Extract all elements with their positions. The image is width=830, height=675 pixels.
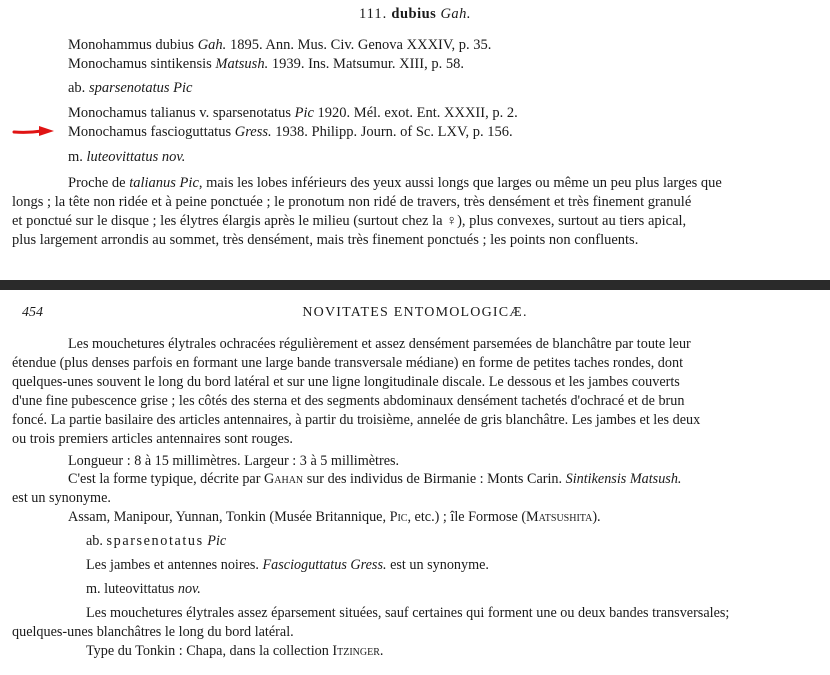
para1-line-1: Les mouchetures élytrales ochracées régulièrement et assez densément parsemées de blanchâtre par toute leur (68, 336, 691, 352)
synonym-line-3: Monochamus talianus v. sparsenotatus Pic 1920. Mél. exot. Ent. XXXII, p. 2. (68, 105, 518, 121)
locality-line: Assam, Manipour, Yunnan, Tonkin (Musée Britannique, Pic, etc.) ; île Formose (Matsushita). (68, 509, 601, 525)
type-line: Type du Tonkin : Chapa, dans la collection Itzinger. (86, 643, 384, 659)
description-line-3: et ponctué sur le disque ; les élytres élargis après le milieu (surtout chez la ♀), plus convexes, surtout au tiers apical, (12, 213, 687, 229)
morph-label: m. luteovittatus nov. (68, 149, 186, 165)
synonym-line-2: Monochamus sintikensis Matsush. 1939. Ins. Matsumur. XIII, p. 58. (68, 56, 464, 72)
page-divider (0, 280, 830, 290)
typical-line-2: est un synonyme. (12, 490, 111, 506)
para1-line-6: ou trois premiers articles antennaires sont rouges. (12, 431, 293, 447)
red-arrow-icon (12, 124, 56, 138)
synonym-line-4: Monochamus fascioguttatus Gress. 1938. Philipp. Journ. of Sc. LXV, p. 156. (68, 124, 513, 140)
para1-line-5: foncé. La partie basilaire des articles antennaires, à partir du troisième, annelée de gris blanchâtre. Les jambes et les deux (12, 412, 701, 428)
bottom-page-fragment (0, 290, 830, 675)
para1-line-3: quelques-unes souvent le long du bord latéral et sur une ligne longitudinale discale. Le dessous et les jambes couverts (12, 374, 680, 390)
para2-line-2: quelques-unes blanchâtres le long du bord latéral. (12, 624, 294, 640)
legs-line: Les jambes et antennes noires. Fascioguttatus Gress. est un synonyme. (86, 557, 489, 573)
para2-line-1: Les mouchetures élytrales assez éparsement situées, sauf certaines qui forment une ou deux bandes transversales; (86, 605, 730, 621)
species-number: 111. (358, 6, 388, 22)
top-page-fragment (0, 0, 830, 280)
size-line: Longueur : 8 à 15 millimètres. Largeur : 3 à 5 millimètres. (68, 453, 400, 469)
aberration-label: ab. sparsenotatus Pic (68, 80, 193, 96)
typical-line-1: C'est la forme typique, décrite par Gahan sur des individus de Birmanie : Monts Carin. Sintikensis Matsush. (68, 471, 682, 487)
synonym-line-1: Monohammus dubius Gah. 1895. Ann. Mus. Civ. Genova XXXIV, p. 35. (68, 37, 492, 53)
species-name: dubius (391, 6, 437, 22)
description-line-2: longs ; la tête non ridée et à peine ponctuée ; le pronotum non ridé de travers, très densément et très finement granulé (12, 194, 692, 210)
species-author: Gah. (440, 6, 472, 22)
para1-line-4: d'une fine pubescence grise ; les côtés des sterna et des segments abdominaux densément tachetés d'ochracé et de brun (12, 393, 685, 409)
running-head: NOVITATES ENTOMOLOGICÆ. (302, 305, 528, 320)
species-heading (0, 6, 830, 23)
aberration-heading: ab. sparsenotatus Pic (86, 533, 227, 549)
description-line-4: plus largement arrondis au sommet, très densément, mais très finement ponctués ; les points non confluents. (12, 232, 639, 248)
morph-heading: m. luteovittatus nov. (86, 581, 201, 597)
page-number: 454 (22, 305, 43, 320)
description-line-1: Proche de talianus Pic, mais les lobes inférieurs des yeux aussi longs que larges ou même un peu plus larges que (68, 175, 722, 191)
para1-line-2: étendue (plus denses parfois en formant une large bande transversale médiane) en forme de petites taches rondes, dont (12, 355, 684, 371)
